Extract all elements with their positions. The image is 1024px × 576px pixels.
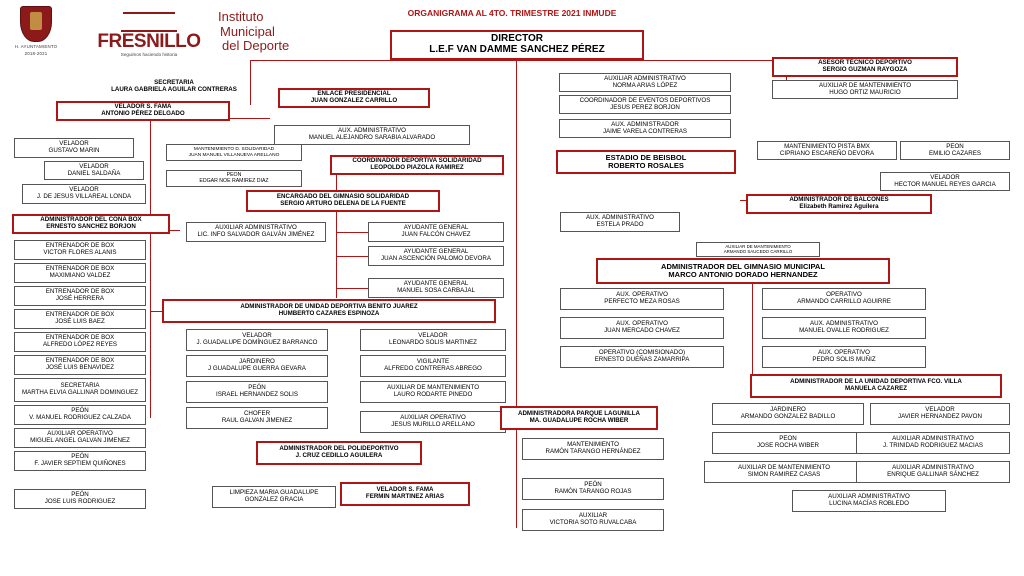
fresnillo-logo — [84, 8, 214, 64]
node-line: MANUELA CAZAREZ — [845, 385, 907, 392]
node-ayudante-juan-ascension[interactable] — [368, 246, 504, 266]
node-line: COORDINADOR DE EVENTOS DEPORTIVOS — [579, 96, 711, 104]
node-line: ENTRENADOR DE BOX — [45, 357, 115, 365]
node-line: J. TRINIDAD RODRIGUEZ MACIAS — [883, 442, 983, 449]
node-line: AUXILIAR ADMINISTRATIVO — [828, 493, 910, 501]
node-line: SERGIO ARTURO DELENA DE LA FUENTE — [280, 200, 406, 207]
node-line: J. DE JESUS VILLAREAL LONDA — [36, 193, 132, 200]
node-entrenador-victor[interactable] — [14, 240, 146, 260]
node-line: HUMBERTO CAZARES ESPINOZA — [278, 310, 380, 317]
node-aux-mant-lauro[interactable] — [360, 381, 506, 403]
node-line: AUXILIAR ADMINISTRATIVO — [892, 435, 974, 443]
node-line: AUXILIAR — [578, 512, 608, 520]
node-line: AUXILIAR OPERATIVO — [47, 430, 113, 438]
node-line: ROBERTO ROSALES — [608, 161, 684, 170]
node-line: ENRIQUE GALLINAR SÁNCHEZ — [887, 471, 979, 478]
node-op-comisionado[interactable] — [560, 346, 724, 368]
node-line: JUAN MERCADO CHAVEZ — [604, 327, 680, 334]
node-line: LIMPIEZA MARIA GUADALUPE — [229, 489, 319, 497]
node-line: MAXIMIANO VALDEZ — [49, 272, 111, 279]
node-line: ERNESTO DUEÑAS ZAMARRIPA — [594, 356, 690, 363]
node-line: AUXILIAR ADMINISTRATIVO — [892, 464, 974, 472]
node-line: MANTENIMIENTO D. SOLIDARIDAD — [193, 147, 275, 153]
node-line: MANUEL OVALLE RODRIGUEZ — [799, 327, 889, 334]
node-aux-op-jesus[interactable] — [360, 411, 506, 433]
node-aux-op-perfecto[interactable] — [560, 288, 724, 310]
node-line: ANTONIO PÉREZ DELGADO — [101, 110, 185, 117]
node-velador-daniel[interactable] — [44, 161, 144, 180]
node-jardinero-guerra[interactable] — [186, 355, 328, 377]
node-velador-guadalupe-dominguez[interactable] — [186, 329, 328, 351]
node-line: MANTENIMIENTO — [567, 441, 619, 449]
node-line: LEONARDO SOLIS MARTINEZ — [389, 339, 477, 346]
node-line: VELADOR — [69, 186, 99, 194]
node-line: PEON — [226, 171, 242, 178]
node-line: VICTOR FLORES ALANIS — [43, 249, 117, 256]
node-line: ISRAEL HERNANDEZ SOLIS — [216, 391, 298, 398]
institute-name — [218, 10, 289, 54]
node-line: VELADOR — [59, 140, 89, 148]
node-velador-leonardo[interactable] — [360, 329, 506, 351]
node-aux-mant-simon[interactable] — [704, 461, 864, 483]
node-line: PEON — [946, 142, 964, 150]
node-aux-op-miguel[interactable] — [14, 428, 146, 448]
node-line: JOSE ROCHA WIBER — [757, 442, 819, 449]
node-line: GONZALEZ GRACIA — [244, 496, 304, 503]
node-line: LIC. INFO SALVADOR GALVÁN JIMÉNEZ — [197, 231, 315, 238]
node-line: J GUADALUPE GUERRA GEVARA — [208, 365, 306, 372]
node-line: V. MANUEL RODRIGUEZ CALZADA — [29, 414, 131, 421]
node-line: J. CRUZ CEDILLO AGUILERA — [295, 452, 383, 459]
institute-line-1: Instituto — [218, 9, 264, 24]
node-line: Elizabeth Ramirez Aguilera — [799, 203, 879, 210]
node-jardinero-armando[interactable] — [712, 403, 864, 425]
node-asesor-tecnico[interactable] — [772, 57, 958, 77]
node-line: ADMINISTRADOR DEL GIMNASIO MUNICIPAL — [661, 261, 825, 271]
node-admin-benito-juarez[interactable] — [162, 299, 496, 323]
node-aux-op-pedro[interactable] — [762, 346, 926, 368]
node-line: ASESOR TÉCNICO DEPORTIVO — [818, 59, 912, 67]
node-line: ADMINISTRADOR DE BALCONES — [789, 196, 889, 204]
node-line: ALFREDO LÓPEZ REYES — [43, 341, 117, 348]
connector-v-secretaria — [250, 60, 251, 105]
node-line: VELADOR — [930, 173, 960, 181]
node-line: ARMANDO GONZALEZ BADILLO — [740, 413, 836, 420]
node-line: VELADOR S. FAMA — [114, 103, 172, 111]
node-line: ESTADIO DE BEISBOL — [605, 152, 687, 162]
node-line: PEDRO SOLIS MUÑIZ — [812, 356, 876, 363]
node-encargado-gimnasio-solidaridad[interactable] — [246, 190, 440, 212]
node-line: MARCO ANTONIO DORADO HERNANDEZ — [668, 270, 818, 279]
node-limpieza-maria[interactable] — [212, 486, 336, 508]
coat-of-arms-icon — [20, 6, 52, 42]
node-aux-admin-trinidad[interactable] — [856, 432, 1010, 454]
node-line: ARMANDO SAUCEDO CARRILLO — [723, 248, 793, 254]
node-line: ENTRENADOR DE BOX — [45, 242, 115, 250]
node-line: AUX. OPERATIVO — [616, 291, 668, 299]
node-aux-admin-manuel-ovalle[interactable] — [762, 317, 926, 339]
node-line: ENTRENADOR DE BOX — [45, 334, 115, 342]
node-line: AYUDANTE GENERAL — [403, 280, 469, 288]
node-estadio-beisbol[interactable] — [556, 150, 736, 174]
node-line: JARDINERO — [239, 358, 275, 366]
node-aux-admin-jaime[interactable] — [559, 119, 731, 138]
node-line: VELADOR — [79, 162, 109, 170]
node-vigilante-alfredo[interactable] — [360, 355, 506, 377]
connector-h-6 — [336, 232, 370, 233]
node-line: ADMINISTRADORA PARQUE LAGUNILLA — [517, 410, 641, 418]
node-admin-gimnasio-municipal[interactable] — [596, 258, 890, 284]
node-line: MARTHA ELVIA GALLINAR DOMINGUEZ — [22, 389, 138, 396]
node-velador-sfama-fermin[interactable] — [340, 482, 470, 506]
connector-h-8 — [336, 288, 370, 289]
node-line: PERFECTO MEZA ROSAS — [604, 298, 680, 305]
node-admin-conabox[interactable] — [12, 214, 170, 234]
node-admin-balcones[interactable] — [746, 194, 932, 214]
node-line: DANIEL SALDAÑA — [67, 169, 121, 177]
node-line: JESUS PEREZ BORJON — [610, 103, 680, 111]
node-line: ADMINISTRADOR DEL POLIDEPORTIVO — [279, 445, 399, 453]
node-mant-ramon-tarango[interactable] — [522, 438, 664, 460]
node-line: L.E.F VAN DAMME SANCHEZ PÉREZ — [429, 44, 605, 55]
node-peon-jose-rocha[interactable] — [712, 432, 864, 454]
node-line: AUXILIAR ADMINISTRATIVO — [604, 74, 686, 82]
node-line: RAMÓN TARANGO ROJAS — [554, 488, 632, 495]
node-coord-solidaridad[interactable] — [330, 155, 504, 175]
node-line: AUX. ADMINISTRADOR — [611, 120, 679, 128]
node-entrenador-jose-herrera[interactable] — [14, 286, 146, 306]
node-line: COORDINADOR DEPORTIVA SOLIDARIDAD — [352, 157, 482, 165]
node-entrenador-alfredo[interactable] — [14, 332, 146, 352]
node-mant-pista-bmx[interactable] — [757, 141, 897, 160]
node-line: ADMINISTRADOR DE LA UNIDAD DEPORTIVA FCO. VILLA — [790, 378, 962, 386]
node-line: ADMINISTRADOR DE UNIDAD DEPORTIVA BENITO JUAREZ — [240, 303, 418, 311]
node-velador-jdejesus[interactable] — [22, 184, 146, 204]
node-line: ENTRENADOR DE BOX — [45, 265, 115, 273]
brand-slogan: Seguimos haciendo historia — [120, 52, 178, 57]
node-line: JUAN GONZALEZ CARRILLO — [310, 97, 398, 104]
node-velador-javier[interactable] — [870, 403, 1010, 425]
connector-v-sol — [336, 168, 337, 298]
node-line: J. GUADALUPE DOMÍNGUEZ BARRANCO — [196, 339, 318, 346]
connector-h-1 — [250, 60, 516, 61]
node-line: MANTENIMIENTO PISTA BMX — [784, 142, 870, 150]
node-line: F. JAVIER SEPTIEM QUIÑONES — [34, 460, 126, 467]
node-line: AUXILIAR DE MANTENIMIENTO — [386, 384, 480, 392]
node-aux-mantenimiento-hugo[interactable] — [772, 80, 958, 99]
node-line: LAURA GABRIELA AGUILAR CONTRERAS — [111, 86, 237, 93]
node-peon-jose-luis-rodriguez[interactable] — [14, 489, 146, 509]
node-line: CHOFER — [243, 410, 271, 418]
node-line: VELADOR — [418, 332, 448, 340]
node-line: SERGIO GUZMAN RAYGOZA — [822, 66, 908, 73]
node-admina-lagunilla[interactable] — [500, 406, 658, 430]
node-line: HUGO ORTIZ MAURICIO — [829, 88, 901, 96]
node-line: DIRECTOR — [490, 33, 544, 45]
node-line: JUAN MANUEL VILLANUEVA ARELLANO — [188, 152, 280, 158]
node-line: ALFREDO CONTRERAS ABREGO — [384, 365, 482, 372]
node-line: ADMINISTRADOR DEL CONA BOX — [40, 216, 142, 224]
node-entrenador-benavidez[interactable] — [14, 355, 146, 375]
node-aux-admin-norma[interactable] — [559, 73, 731, 92]
node-line: VELADOR S. FAMA — [376, 486, 434, 494]
node-line: PEÓN — [71, 453, 89, 461]
node-aux-admin-lucina[interactable] — [792, 490, 946, 512]
node-line: LEOPOLDO PIAZOLA RAMIREZ — [370, 164, 464, 171]
node-aux-admin-salvador[interactable] — [186, 222, 326, 242]
node-line: JOSÉ LUIS BENAVIDEZ — [46, 364, 114, 371]
node-line: EDGAR NOE RAMIREZ DIAZ — [199, 177, 269, 184]
node-secretaria-direccion — [104, 76, 244, 98]
connector-v-left — [150, 118, 151, 418]
node-line: PEÓN — [584, 481, 602, 489]
node-line: SECRETARIA — [154, 79, 194, 87]
node-line: VIGILANTE — [416, 358, 450, 366]
node-line: JUAN ASCENCIÓN PALOMO DEVORA — [381, 255, 491, 262]
node-velador-sfama-antonio[interactable] — [56, 101, 230, 121]
node-line: AUX. ADMINISTRATIVO — [586, 214, 654, 222]
node-entrenador-jose-luis-baez[interactable] — [14, 309, 146, 329]
node-line: AUXILIAR DE MANTENIMIENTO — [818, 81, 912, 89]
connector-h-7 — [336, 256, 370, 257]
institute-line-2: Municipal — [220, 23, 275, 39]
node-line: RAUL GALVAN JIMENEZ — [221, 417, 293, 424]
node-line: MANUEL SOSA CARBAJAL — [397, 287, 475, 294]
node-line: AYUDANTE GENERAL — [403, 248, 469, 256]
connector-main-vertical — [516, 58, 517, 528]
node-peon-israel[interactable] — [186, 381, 328, 403]
node-line: FERMIN MARTINEZ ARIAS — [365, 493, 445, 500]
node-line: EMILIO CAZARES — [929, 149, 981, 157]
node-enlace-presidencial[interactable] — [278, 88, 430, 108]
node-aux-admin-estela[interactable] — [560, 212, 680, 232]
node-entrenador-maximiano[interactable] — [14, 263, 146, 283]
node-ayudante-manuel-sosa[interactable] — [368, 278, 504, 298]
node-aux-admin-enrique[interactable] — [856, 461, 1010, 483]
node-line: RAMÓN TARANGO HERNÁNDEZ — [545, 448, 641, 455]
node-line: OPERATIVO (COMISIONADO) — [598, 349, 686, 357]
node-line: PEON — [779, 435, 797, 443]
node-secretaria-martha[interactable] — [14, 378, 146, 402]
node-velador-gustavo[interactable] — [14, 138, 134, 158]
node-line: SIMON RAMIREZ CASAS — [747, 471, 821, 478]
node-line: AYUDANTE GENERAL — [403, 224, 469, 232]
node-admin-fco-villa[interactable] — [750, 374, 1002, 398]
brand-wordmark: FRESNILLO — [97, 31, 201, 52]
node-coord-eventos[interactable] — [559, 95, 731, 114]
node-director[interactable] — [390, 30, 644, 60]
node-line: AUXILIAR DE MANTENIMIENTO — [737, 464, 831, 472]
node-line: JOSÉ LUIS BAEZ — [55, 318, 105, 325]
node-line: JESUS MURILLO ARELLANO — [391, 421, 475, 428]
node-line: AUX. OPERATIVO — [616, 320, 668, 328]
node-line: MA. GUADALUPE ROCHA WIBER — [529, 417, 629, 424]
node-line: CIPRIANO ESCAREÑO DEVORA — [779, 149, 875, 157]
node-line: GUSTAVO MARIN — [48, 147, 100, 154]
shield-caption-line1: H. AYUNTAMIENTO — [14, 44, 58, 49]
node-op-armando-carrillo[interactable] — [762, 288, 926, 310]
node-line: ERNESTO SANCHEZ BORJON — [46, 223, 136, 230]
node-line: AUX. ADMINISTRATIVO — [338, 127, 406, 135]
node-line: JOSE LUIS RODRIGUEZ — [44, 498, 116, 505]
node-line: MANUEL ALEJANDRO SARABIA ALVARADO — [308, 134, 436, 141]
node-line: VELADOR — [242, 332, 272, 340]
node-line: PEÓN — [71, 407, 89, 415]
node-line: JAIME VARELA CONTRERAS — [602, 127, 688, 135]
node-line: JOSÉ HERRERA — [55, 295, 105, 302]
node-line: LAURO RODARTE PINEDO — [393, 391, 473, 398]
node-line: AUXILIAR DE MANTENIMIENTO — [725, 243, 791, 249]
node-mant-d-solidaridad[interactable] — [166, 144, 302, 161]
node-admin-polideportivo[interactable] — [256, 441, 422, 465]
node-peon-edgar[interactable] — [166, 170, 302, 187]
node-line: ENTRENADOR DE BOX — [45, 311, 115, 319]
institute-line-3: del Deporte — [222, 38, 290, 54]
node-line: JUAN FALCÓN CHAVEZ — [401, 231, 471, 238]
node-line: SECRETARIA — [60, 382, 100, 390]
node-chofer-raul[interactable] — [186, 407, 328, 429]
node-peon-fjavier[interactable] — [14, 451, 146, 471]
node-line: AUX. ADMINISTRATIVO — [810, 320, 878, 328]
building-icon — [121, 8, 177, 32]
node-aux-mant-armando[interactable] — [696, 242, 820, 257]
node-line: JAVIER HERNANDEZ PAVON — [898, 413, 982, 420]
node-line: AUXILIAR ADMINISTRATIVO — [215, 224, 297, 232]
node-line: JARDINERO — [770, 406, 806, 414]
node-line: NORMA ARIAS LÓPEZ — [612, 81, 678, 89]
shield-caption-line2: 2018-2021 — [24, 51, 48, 56]
node-line: AUX. OPERATIVO — [818, 349, 870, 357]
node-line: VELADOR — [925, 406, 955, 414]
node-line: ENCARGADO DEL GIMNASIO SOLIDARIDAD — [276, 193, 410, 201]
node-line: VICTORIA SOTO RUVALCABA — [549, 519, 637, 526]
node-aux-victoria[interactable] — [522, 509, 664, 531]
node-line: ENTRENADOR DE BOX — [45, 288, 115, 296]
node-line: ARMANDO CARRILLO AGUIRRE — [797, 298, 891, 305]
node-line: AUXILIAR OPERATIVO — [400, 414, 466, 422]
node-line: HECTOR MANUEL REYES GARCIA — [894, 180, 996, 188]
node-aux-admin-manuel[interactable] — [274, 125, 470, 145]
node-peon-ramon-tarango[interactable] — [522, 478, 664, 500]
node-peon-vmanuel[interactable] — [14, 405, 146, 425]
municipal-shield-logo — [8, 6, 64, 64]
node-line: ESTELA PRADO — [596, 221, 644, 228]
node-line: OPERATIVO — [826, 291, 862, 299]
node-line: PEÓN — [71, 491, 89, 499]
chart-title: ORGANIGRAMA AL 4TO. TRIMESTRE 2021 INMUDE — [407, 8, 617, 18]
node-line: PEÓN — [248, 384, 266, 392]
node-velador-hector[interactable] — [880, 172, 1010, 191]
node-line: LUCINA MACÍAS ROBLEDO — [829, 500, 909, 507]
node-line: MIGUEL ANGEL GALVAN JIMENEZ — [30, 437, 130, 444]
node-line: ENLACE PRESIDENCIAL — [317, 90, 391, 98]
connector-h-2 — [516, 60, 786, 61]
node-peon-emilio[interactable] — [900, 141, 1010, 160]
node-aux-op-juan-mercado[interactable] — [560, 317, 724, 339]
node-ayudante-juan-falcon[interactable] — [368, 222, 504, 242]
